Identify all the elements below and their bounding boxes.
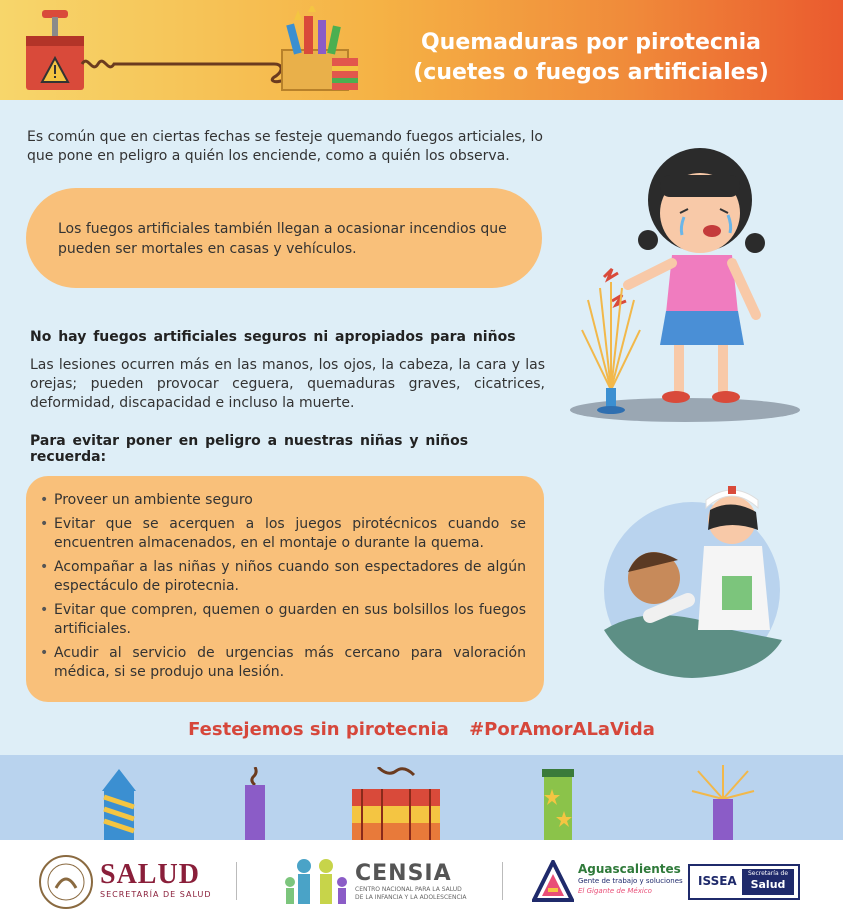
family-icon	[282, 856, 350, 906]
ags-subtitle-1: Gente de trabajo y soluciones	[578, 877, 683, 885]
intro-text: Es común que en ciertas fechas se festeje quemando fuegos articiales, lo que pone en peligro a quién los enciende, como a quién los observa.	[27, 129, 543, 164]
salud-subtitle: SECRETARÍA DE SALUD	[100, 890, 212, 899]
page-title	[391, 28, 791, 88]
hashtag: #PorAmorALaVida	[469, 719, 655, 740]
footer-message	[0, 719, 843, 740]
tips-list	[38, 491, 526, 687]
slogan: Festejemos sin pirotecnia	[188, 719, 449, 740]
list-item: • Acompañar a las niñas y niños cuando son espectadores de algún espectáculo de pirotecnia.	[38, 558, 526, 596]
section2-heading: Para evitar poner en peligro a nuestras niñas y niños recuerda:	[30, 433, 469, 465]
title-line-1: Quemaduras por pirotecnia	[420, 30, 762, 55]
section1-body: Las lesiones ocurren más en las manos, los ojos, la cabeza, la cara y las orejas; pueden provocar ceguera, quemaduras graves, cicatrices, deformidad, discapacidad e incluso la muerte.	[30, 357, 545, 411]
issea-logo	[688, 864, 800, 900]
section1-heading: No hay fuegos artificiales seguros ni apropiados para niños	[30, 329, 516, 345]
callout-text: Los fuegos artificiales también llegan a ocasionar incendios que pueden ser mortales en casas y vehículos.	[58, 221, 507, 257]
title-line-2: (cuetes o fuegos artificiales)	[413, 60, 769, 85]
divider	[236, 862, 237, 900]
divider	[502, 862, 503, 900]
issea-badge	[742, 869, 794, 895]
ags-logo-icon	[532, 860, 574, 902]
issea-badge-line-1: Secretaría de	[747, 870, 789, 877]
mexico-seal-icon	[38, 854, 94, 910]
list-item: • Evitar que se acerquen a los juegos pirotécnicos cuando se encuentren almacenados, en el montaje o durante la quema.	[38, 515, 526, 553]
sparkler-icon	[578, 280, 644, 420]
fountain-firework-icon	[688, 763, 758, 840]
fuse-wire	[78, 40, 288, 90]
salud-wordmark: SALUD	[100, 859, 200, 890]
censia-subtitle-1: CENTRO NACIONAL PARA LA SALUD	[355, 886, 462, 893]
logos-footer	[0, 840, 843, 922]
aguascalientes-logo	[578, 862, 683, 896]
dynamite-bundle-icon	[348, 767, 444, 840]
list-item: • Evitar que compren, quemen o guarden en sus bolsillos los fuegos artificiales.	[38, 601, 526, 639]
list-item: • Acudir al servicio de urgencias más cercano para valoración médica, si se produjo una lesión.	[38, 644, 526, 682]
censia-subtitle-2: DE LA INFANCIA Y LA ADOLESCENCIA	[355, 894, 467, 901]
header-banner	[0, 0, 843, 100]
list-item: • Proveer un ambiente seguro	[38, 491, 526, 510]
salud-logo	[100, 860, 212, 899]
issea-wordmark: ISSEA	[698, 874, 737, 888]
fireworks-box-icon	[272, 6, 364, 94]
nurse-child-illustration	[592, 480, 792, 680]
star-cylinder-icon	[538, 769, 578, 840]
ags-wordmark: Aguascalientes	[578, 862, 681, 876]
main-content	[0, 100, 843, 755]
censia-wordmark: CENSIA	[355, 861, 452, 886]
ags-subtitle-2: El Gigante de México	[578, 887, 652, 895]
censia-logo	[355, 862, 467, 902]
rocket-icon	[98, 769, 140, 840]
candle-firework-icon	[238, 767, 272, 840]
issea-badge-line-2: Salud	[750, 878, 786, 891]
fireworks-band	[0, 755, 843, 840]
